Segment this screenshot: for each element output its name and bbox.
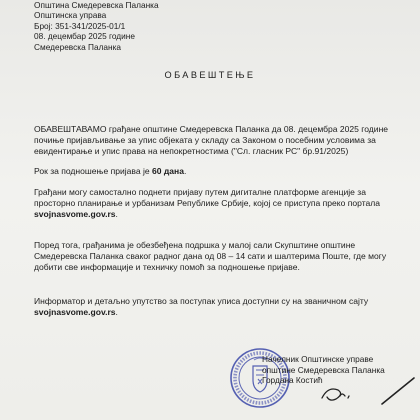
signatory-title: Начелник Општинске управе <box>262 354 374 364</box>
paragraph-line: Смедеревска Паланка сваког радног дана од 08 – 14 сати и шалтерима Поште, где могу <box>34 251 387 262</box>
paragraph-line: Грађани могу самостално поднети пријаву путем дигиталне платформе агенције за <box>34 187 366 197</box>
paragraph-online-submission <box>34 187 414 221</box>
header-date: 08. децембар 2025 године <box>34 31 135 42</box>
handwritten-signature <box>318 372 418 412</box>
paragraph-line: просторно планирање и урбанизам Републике Србије, којој се приступа преко портала <box>34 198 381 209</box>
paragraph-line: ОБАВЕШТАВАМО грађане општине Смедеревска Паланка да 08. децембра 2025 године <box>34 124 389 134</box>
header-reference-number: Број: 351-341/2025-01/1 <box>34 20 126 31</box>
deadline-suffix: . <box>183 166 187 176</box>
paragraph-line: добити све информације и техничку помоћ за подношење пријаве. <box>34 262 300 273</box>
paragraph-announcement <box>34 124 414 158</box>
letterhead <box>34 0 159 52</box>
header-place: Смедеревска Паланка <box>34 41 122 52</box>
paragraph-line: евидентирање и упис права на непокретностима ("Сл. гласник РС" бр.91/2025) <box>34 146 349 157</box>
header-administration: Општинска управа <box>34 10 107 21</box>
link-suffix: . <box>115 209 118 220</box>
document-title: ОБАВЕШТЕЊЕ <box>164 70 256 80</box>
paragraph-line: Поред тога, грађанима је обезбеђена подршка у малој сали Скупштине општине <box>34 240 356 250</box>
paragraph-line: Информатор и детаљно упутство за поступак уписа доступни су на званичном сајту <box>34 296 369 306</box>
paragraph-information <box>34 296 414 318</box>
deadline-value: 60 дана <box>151 166 184 176</box>
signatory-institution: општине Смедеревска Паланка <box>262 364 385 375</box>
paragraph-line: почиње пријављивање за упис објеката у складу са Законом о посебним условима за <box>34 135 376 146</box>
paragraph-deadline <box>34 166 414 177</box>
signatory-name: Гордана Костић <box>262 375 323 386</box>
link-suffix: . <box>115 307 118 318</box>
header-municipality: Општина Смедеревска Паланка <box>34 0 159 10</box>
deadline-prefix: Рок за подношење пријава је <box>34 166 152 176</box>
website-link[interactable]: svojnasvome.gov.rs <box>34 307 116 318</box>
paragraph-support <box>34 240 414 274</box>
portal-link[interactable]: svojnasvome.gov.rs <box>34 209 116 220</box>
